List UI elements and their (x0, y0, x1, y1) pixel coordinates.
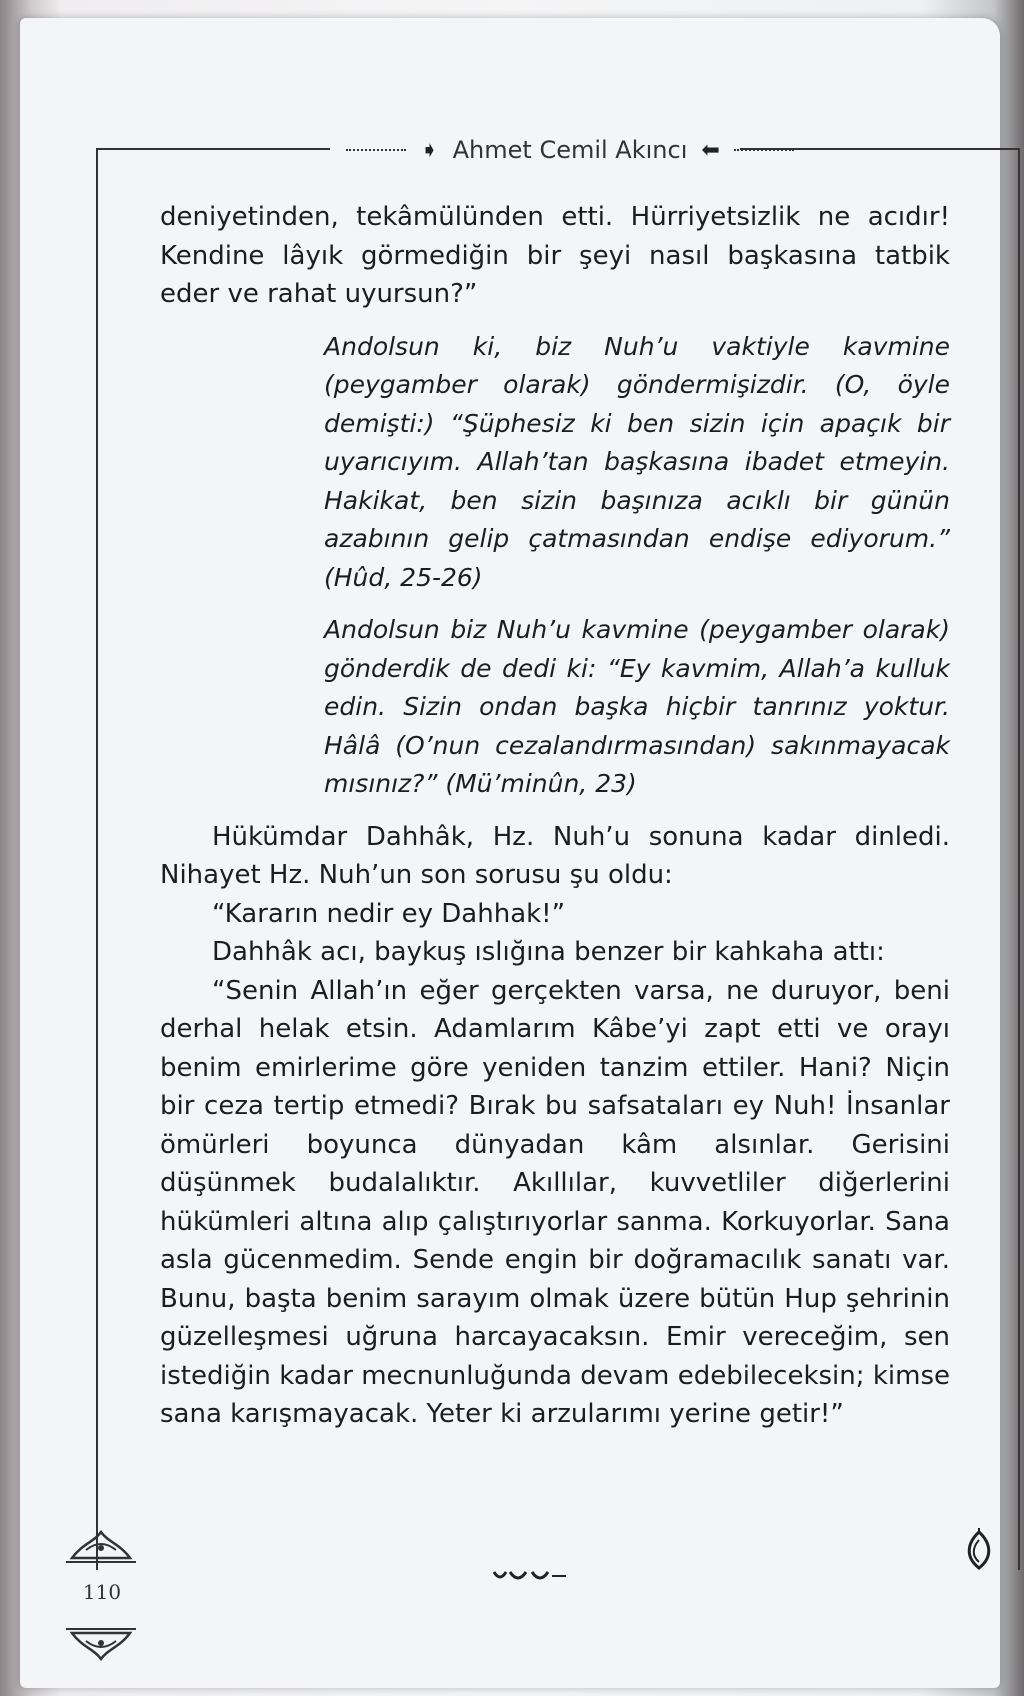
ornament-right-icon: ⬅ (701, 137, 720, 163)
paragraph-narration: Hükümdar Dahhâk, Hz. Nuh’u sonuna kadar dinledi. Nihayet Hz. Nuh’un son sorusu şu oldu: (160, 821, 950, 890)
quote-muminun: Andolsun biz Nuh’u kavmine (peygamber olarak) gönderdik de dedi ki: “Ey kavmim, Allah’a kulluk edin. Sizin ondan başka hiçbir tanrınız yoktur. Hâlâ (O’nun cezalandırmasından) sakınmayacak mısınız?” (Mü’minûn, 23) (324, 615, 950, 798)
leaf-ornament-icon (960, 1528, 998, 1572)
page-number: 110 (82, 1580, 122, 1604)
author-name: Ahmet Cemil Akıncı (452, 136, 688, 164)
floral-ornament-icon (64, 1623, 138, 1663)
quote-hud: Andolsun ki, biz Nuh’u vaktiyle kavmine (peygamber olarak) göndermişizdir. (O, öyle demişti:) “Şüphesiz ki ben sizin için apaçık bir uyarıcıyım. Allah’tan başkasına ibadet etmeyin. Hakikat, ben sizin başınıza acıklı bir günün azabının gelip çatmasından endişe ediyorum.” (Hûd, 25-26) (324, 331, 950, 592)
dotted-rule-right (734, 149, 794, 151)
book-page (20, 18, 1000, 1688)
page-body (160, 198, 950, 1434)
paragraph-continuation: deniyetinden, tekâmülünden etti. Hürriyetsizlik ne acıdır! Kendine lâyık görmediğin bir şeyi nasıl başkasına tatbik eder ve rahat uyursun?” (160, 202, 950, 309)
paragraph-speech: “Senin Allah’ın eğer gerçekten varsa, ne duruyor, beni derhal helak etsin. Adamlarım Kâbe’yi zapt etti ve orayı benim emirlerime göre yeniden tanzim ettiler. Hani? Niçin bir ceza tertip etmedi? Bırak bu safsataları ey Nuh! İnsanlar ömürleri boyunca dünyadan kâm alsınlar. Gerisini düşünmek budalalıktır. Akıllılar, kuvvetliler diğerlerini hükümleri altına alıp çalıştırıyorlar sanma. Korkuyorlar. Sana asla gücenmedim. Sende engin bir doğramacılık sanatı var. Bunu, başta benim sarayım olmak üzere bütün Hup şehrinin güzelleşmesi uğruna harcayacaksın. Emir vereceğim, sen istediğin kadar mecnunluğunda devam edebileceksin; kimse sana karışmayacak. Yeter ki arzularımı yerine getir!” (160, 975, 950, 1429)
paragraph-narration: Dahhâk acı, baykuş ıslığına benzer bir kahkaha attı: (212, 937, 885, 967)
paragraph-dialogue: “Kararın nedir ey Dahhak!” (212, 898, 566, 929)
floral-ornament-icon (64, 1528, 138, 1568)
dotted-rule-left (346, 149, 406, 151)
section-end-mark-icon (490, 1566, 570, 1586)
ornament-left-icon: ➧ (420, 137, 439, 163)
running-head (320, 130, 820, 170)
